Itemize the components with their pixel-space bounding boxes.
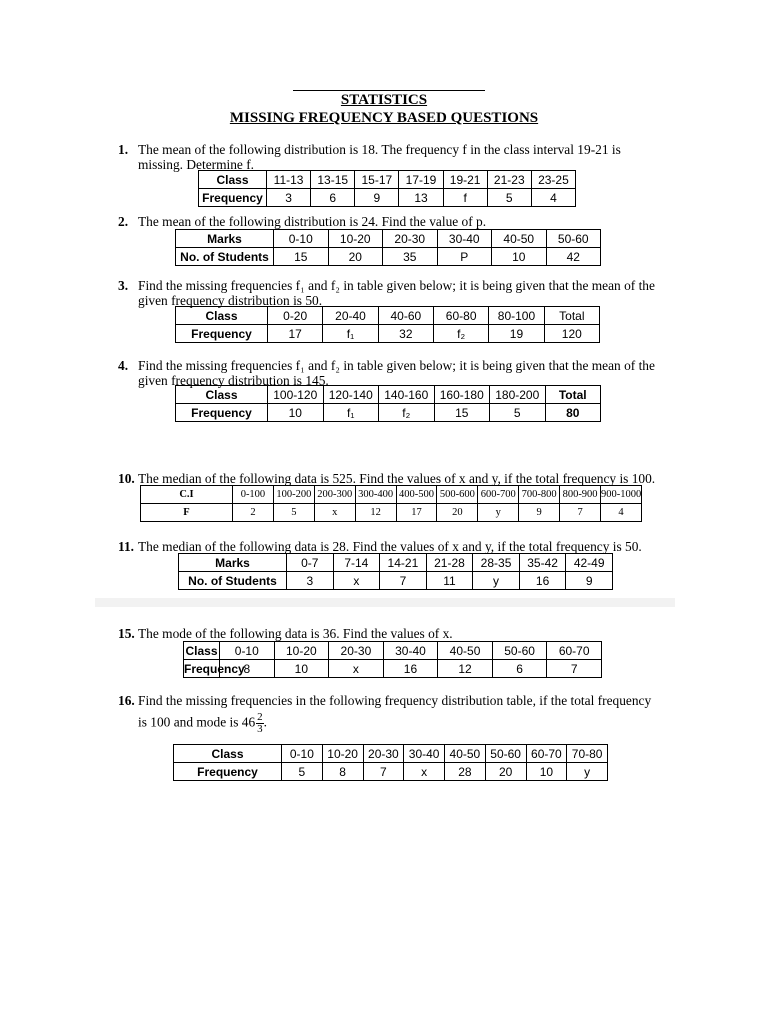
table-cell: 120 xyxy=(544,325,599,343)
table-cell: 200-300 xyxy=(314,486,355,504)
table-cell: 100-120 xyxy=(268,386,324,404)
table-cell: 10 xyxy=(492,248,547,266)
question-1 xyxy=(118,142,663,172)
table-cell: 50-60 xyxy=(485,745,526,763)
table-row-frequency xyxy=(179,572,613,590)
question-text: Find the missing frequencies f₁ and f₂ in table given below; it is being given that the mean of the xyxy=(138,278,655,293)
table-cell: 14-21 xyxy=(380,554,427,572)
table-cell: 20-30 xyxy=(383,230,438,248)
table-cell: 60-70 xyxy=(526,745,567,763)
table-cell: 10-20 xyxy=(274,642,329,660)
table-cell: 20-40 xyxy=(323,307,378,325)
table-cell: 0-10 xyxy=(274,230,329,248)
frequency-table-2 xyxy=(175,229,601,266)
row-header: C.I xyxy=(141,486,233,504)
question-16 xyxy=(118,693,678,735)
table-cell: 19-21 xyxy=(443,171,487,189)
frequency-table-11 xyxy=(178,553,613,590)
row-header: Class xyxy=(176,307,268,325)
question-number: 4. xyxy=(118,358,129,373)
table-cell: f₁ xyxy=(323,325,378,343)
table-cell: 9 xyxy=(519,504,560,522)
question-2 xyxy=(118,214,663,229)
table-cell: 13 xyxy=(399,189,443,207)
table-cell: 17 xyxy=(268,325,323,343)
table-cell: x xyxy=(314,504,355,522)
table-cell: 160-180 xyxy=(434,386,490,404)
row-header: Frequency xyxy=(174,763,282,781)
table-cell: 10 xyxy=(268,404,324,422)
table-row-class xyxy=(176,386,601,404)
table-cell: 400-500 xyxy=(396,486,437,504)
row-header: Marks xyxy=(176,230,274,248)
table-cell: 6 xyxy=(492,660,547,678)
table-cell: 5 xyxy=(273,504,314,522)
table-cell: x xyxy=(329,660,384,678)
table-cell: 35 xyxy=(383,248,438,266)
question-text-end: . xyxy=(263,714,268,730)
table-cell: Total xyxy=(545,386,601,404)
table-cell: 12 xyxy=(438,660,493,678)
table-cell: 30-40 xyxy=(383,642,438,660)
row-header: No. of Students xyxy=(176,248,274,266)
frequency-table-3 xyxy=(175,306,600,343)
row-header: Frequency xyxy=(176,325,268,343)
question-text-line2: given frequency distribution is 145. xyxy=(138,373,329,388)
table-cell: 20 xyxy=(485,763,526,781)
table-cell: 0-100 xyxy=(233,486,274,504)
table-cell: 10 xyxy=(526,763,567,781)
table-cell: 23-25 xyxy=(531,171,575,189)
table-cell: 16 xyxy=(383,660,438,678)
table-cell: f xyxy=(443,189,487,207)
table-cell: 300-400 xyxy=(355,486,396,504)
table-cell: 30-40 xyxy=(437,230,492,248)
table-cell: Total xyxy=(544,307,599,325)
table-cell: 5 xyxy=(282,763,323,781)
table-cell: 7 xyxy=(363,763,404,781)
question-text: The median of the following data is 525. Find the values of x and y, if the total frequency is 100. xyxy=(138,471,656,486)
fraction-numerator: 2 xyxy=(257,711,263,723)
table-cell: 21-23 xyxy=(487,171,531,189)
table-cell: 0-7 xyxy=(287,554,334,572)
table-cell: 16 xyxy=(519,572,566,590)
table-cell: 500-600 xyxy=(437,486,478,504)
table-cell: 7 xyxy=(547,660,602,678)
table-cell: 80 xyxy=(545,404,601,422)
question-text: The mean of the following distribution is 24. Find the value of p. xyxy=(138,214,487,229)
fraction-denominator: 3 xyxy=(257,723,263,735)
question-number: 1. xyxy=(118,142,129,157)
page-title: STATISTICS xyxy=(340,92,428,108)
table-cell: 11-13 xyxy=(267,171,311,189)
table-row-class xyxy=(176,307,600,325)
question-15 xyxy=(118,626,663,641)
table-cell: 20 xyxy=(437,504,478,522)
row-header: Marks xyxy=(179,554,287,572)
table-cell: 120-140 xyxy=(323,386,379,404)
table-row-frequency xyxy=(176,404,601,422)
table-cell: 40-60 xyxy=(378,307,433,325)
table-cell: 700-800 xyxy=(519,486,560,504)
table-cell: 70-80 xyxy=(567,745,608,763)
table-cell: 21-28 xyxy=(426,554,473,572)
table-cell: 60-70 xyxy=(547,642,602,660)
table-cell: 40-50 xyxy=(438,642,493,660)
table-row-frequency xyxy=(199,189,576,207)
question-number: 15. xyxy=(118,626,135,641)
row-header: Frequency xyxy=(199,189,267,207)
table-cell: 10-20 xyxy=(322,745,363,763)
table-cell: 13-15 xyxy=(311,171,355,189)
table-cell: 50-60 xyxy=(492,642,547,660)
table-cell: 4 xyxy=(601,504,642,522)
table-cell: 7 xyxy=(380,572,427,590)
table-cell: y xyxy=(478,504,519,522)
row-header: F xyxy=(141,504,233,522)
table-row-frequency xyxy=(176,248,601,266)
table-row-class xyxy=(199,171,576,189)
table-cell: 11 xyxy=(426,572,473,590)
table-row-class xyxy=(176,230,601,248)
mixed-fraction xyxy=(256,712,264,735)
table-cell: 4 xyxy=(531,189,575,207)
table-cell: 60-80 xyxy=(433,307,488,325)
row-header: Class xyxy=(176,386,268,404)
table-cell: 5 xyxy=(490,404,546,422)
question-3 xyxy=(118,278,663,308)
table-cell: 10 xyxy=(274,660,329,678)
question-number: 10. xyxy=(118,471,135,486)
question-text: The mode of the following data is 36. Find the values of x. xyxy=(138,626,453,641)
table-cell: 40-50 xyxy=(492,230,547,248)
table-cell: 5 xyxy=(487,189,531,207)
table-cell: x xyxy=(333,572,380,590)
table-row-class xyxy=(179,554,613,572)
table-row-frequency xyxy=(141,504,642,522)
table-row-frequency xyxy=(184,660,602,678)
table-cell: y xyxy=(473,572,520,590)
row-header: No. of Students xyxy=(179,572,287,590)
table-cell: y xyxy=(567,763,608,781)
table-row-class xyxy=(174,745,608,763)
table-cell: x xyxy=(404,763,445,781)
question-text: The mean of the following distribution is 18. The frequency f in the class interval 19-21 is xyxy=(138,142,621,157)
table-cell: 20 xyxy=(328,248,383,266)
page-subtitle: MISSING FREQUENCY BASED QUESTIONS xyxy=(229,110,539,126)
table-cell: P xyxy=(437,248,492,266)
header-rule xyxy=(293,90,485,91)
table-cell: 10-20 xyxy=(328,230,383,248)
table-cell: 8 xyxy=(220,660,275,678)
row-header: Class xyxy=(199,171,267,189)
table-cell: 2 xyxy=(233,504,274,522)
table-row-frequency xyxy=(176,325,600,343)
table-cell: f₂ xyxy=(379,404,435,422)
question-text: Find the missing frequencies f₁ and f₂ in table given below; it is being given that the mean of the xyxy=(138,358,655,373)
table-cell: 15-17 xyxy=(355,171,399,189)
row-header: Class xyxy=(174,745,282,763)
table-cell: 0-20 xyxy=(268,307,323,325)
table-cell: 40-50 xyxy=(445,745,486,763)
table-cell: 12 xyxy=(355,504,396,522)
table-cell: 20-30 xyxy=(363,745,404,763)
frequency-table-16 xyxy=(173,744,608,781)
table-cell: 900-1000 xyxy=(601,486,642,504)
table-cell: 28 xyxy=(445,763,486,781)
table-cell: 8 xyxy=(322,763,363,781)
table-cell: f₂ xyxy=(433,325,488,343)
frequency-table-1 xyxy=(198,170,576,207)
table-cell: 15 xyxy=(274,248,329,266)
table-cell: 32 xyxy=(378,325,433,343)
frequency-table-4 xyxy=(175,385,601,422)
question-text-line2: given frequency distribution is 50. xyxy=(138,293,323,308)
table-row-frequency xyxy=(174,763,608,781)
table-cell: 180-200 xyxy=(490,386,546,404)
table-cell: 42 xyxy=(546,248,601,266)
table-cell: 3 xyxy=(267,189,311,207)
table-cell: 20-30 xyxy=(329,642,384,660)
table-cell: 15 xyxy=(434,404,490,422)
row-header: Frequency xyxy=(176,404,268,422)
frequency-table-15 xyxy=(183,641,602,678)
table-cell: 7-14 xyxy=(333,554,380,572)
question-text-line2: missing. Determine f. xyxy=(138,157,255,172)
table-cell: 600-700 xyxy=(478,486,519,504)
table-cell: f₁ xyxy=(323,404,379,422)
row-header: Frequency xyxy=(184,661,245,676)
question-number: 16. xyxy=(118,693,135,708)
question-10 xyxy=(118,471,678,486)
table-row-class xyxy=(184,642,602,660)
table-cell: 0-10 xyxy=(282,745,323,763)
page-divider xyxy=(95,598,675,607)
table-cell: 0-10 xyxy=(220,642,275,660)
table-cell: 7 xyxy=(560,504,601,522)
table-cell: 17 xyxy=(396,504,437,522)
question-text: Find the missing frequencies in the following frequency distribution table, if the total frequency xyxy=(138,693,652,708)
table-cell: 35-42 xyxy=(519,554,566,572)
table-cell: 6 xyxy=(311,189,355,207)
table-cell: 80-100 xyxy=(489,307,544,325)
table-cell: 3 xyxy=(287,572,334,590)
table-cell: 9 xyxy=(355,189,399,207)
question-number: 2. xyxy=(118,214,129,229)
table-cell: 140-160 xyxy=(379,386,435,404)
question-number: 11. xyxy=(118,539,134,554)
question-11 xyxy=(118,539,678,554)
row-header: Class xyxy=(185,643,218,658)
question-number: 3. xyxy=(118,278,129,293)
table-row-class xyxy=(141,486,642,504)
table-cell: 19 xyxy=(489,325,544,343)
question-text: The median of the following data is 28. Find the values of x and y, if the total frequency is 50. xyxy=(138,539,642,554)
frequency-table-10 xyxy=(140,485,642,522)
table-cell: 800-900 xyxy=(560,486,601,504)
table-cell: 9 xyxy=(566,572,613,590)
question-4 xyxy=(118,358,663,388)
table-cell: 17-19 xyxy=(399,171,443,189)
table-cell: 50-60 xyxy=(546,230,601,248)
table-cell: 100-200 xyxy=(273,486,314,504)
table-cell: 30-40 xyxy=(404,745,445,763)
question-text-line2: is 100 and mode is 46 xyxy=(138,714,256,730)
table-cell: 42-49 xyxy=(566,554,613,572)
table-cell: 28-35 xyxy=(473,554,520,572)
